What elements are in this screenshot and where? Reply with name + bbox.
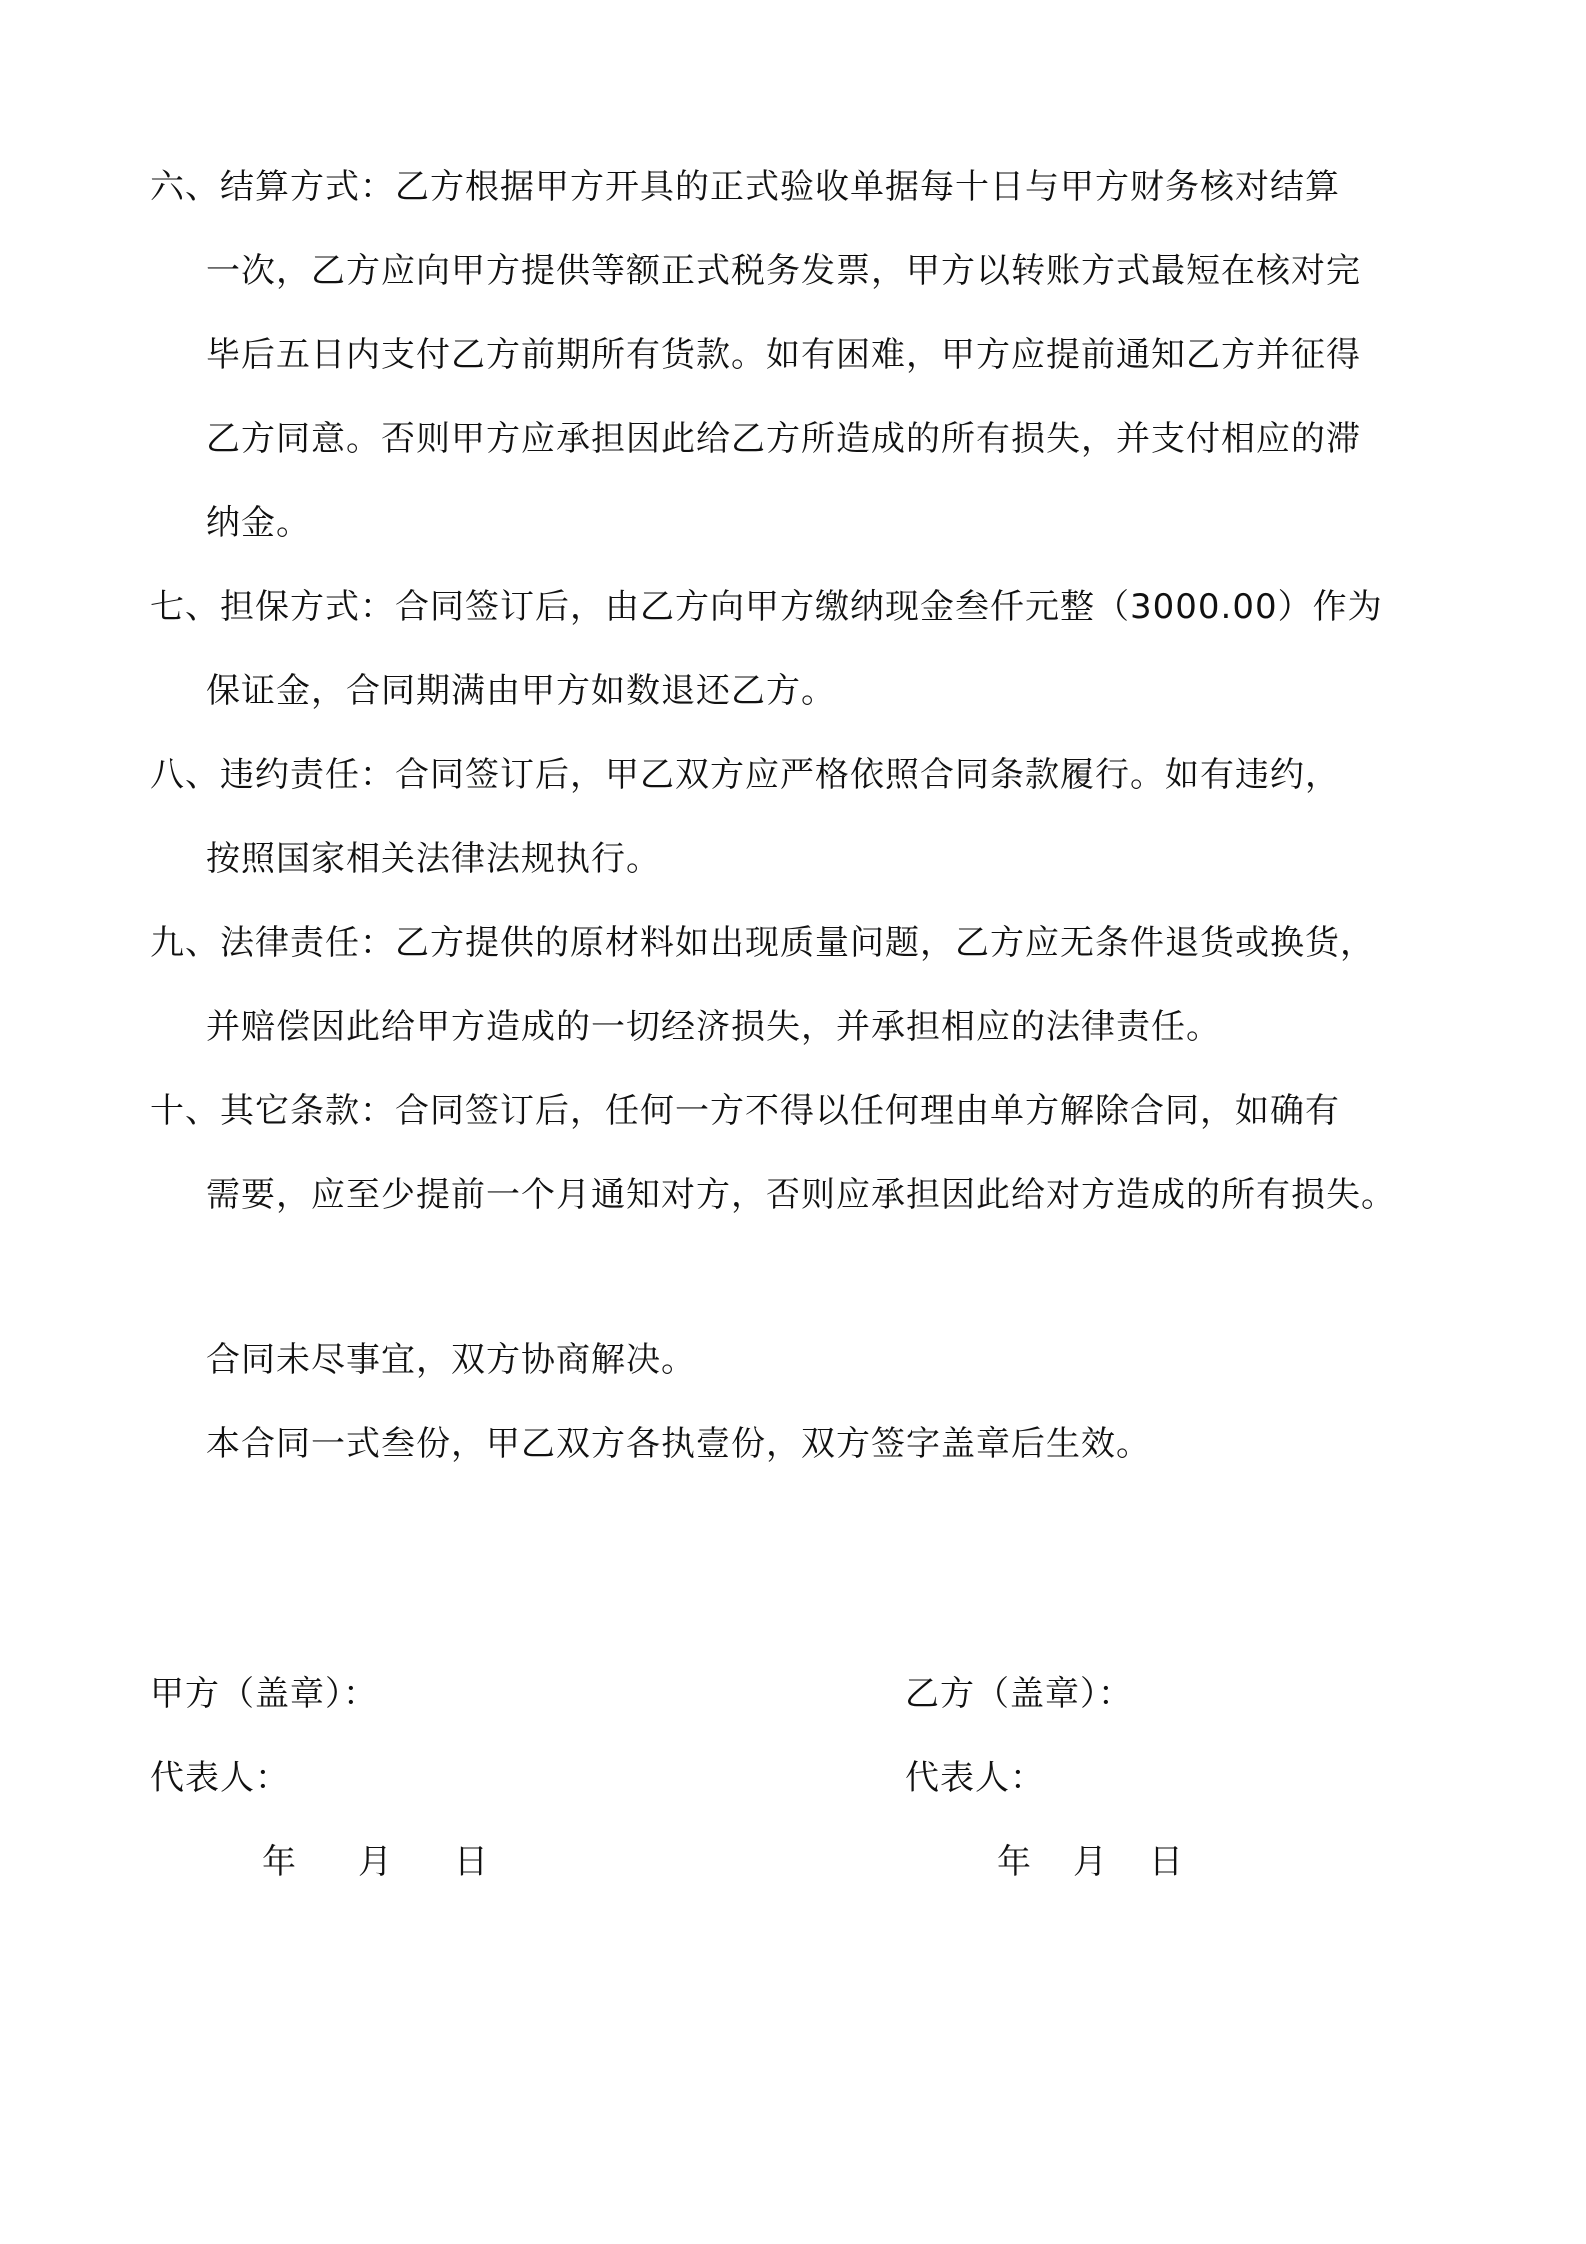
party-b-rep-label: 代表人：: [905, 1758, 1045, 1798]
party-a-year: 年: [262, 1842, 297, 1882]
party-a-seal-label: 甲方（盖章）：: [150, 1674, 378, 1714]
party-b-seal-label: 乙方（盖章）：: [905, 1674, 1133, 1714]
party-a-rep-label: 代表人：: [150, 1758, 290, 1798]
clause-seven: [150, 565, 1450, 733]
clause-eight-line-2: 按照国家相关法律法规执行。: [206, 839, 661, 879]
clause-eight: [150, 733, 1450, 901]
party-b-day: 日: [1149, 1842, 1184, 1882]
closing-line-2: 本合同一式叁份，甲乙双方各执壹份，双方签字盖章后生效。: [206, 1424, 1151, 1464]
clause-six-line-3: 毕后五日内支付乙方前期所有货款。如有困难，甲方应提前通知乙方并征得: [206, 335, 1361, 375]
party-a-day: 日: [454, 1842, 489, 1882]
clause-six-line-4: 乙方同意。否则甲方应承担因此给乙方所造成的所有损失，并支付相应的滞: [206, 419, 1361, 459]
clause-ten-line-2: 需要，应至少提前一个月通知对方，否则应承担因此给对方造成的所有损失。: [206, 1175, 1396, 1215]
clause-eight-line-1: 八、违约责任：合同签订后，甲乙双方应严格依照合同条款履行。如有违约，: [150, 755, 1340, 795]
clause-seven-line-1: 七、担保方式：合同签订后，由乙方向甲方缴纳现金叁仟元整（3000.00）作为: [150, 587, 1383, 627]
party-b-month: 月: [1073, 1842, 1108, 1882]
party-a-month: 月: [358, 1842, 393, 1882]
clause-nine: [150, 901, 1450, 1069]
party-b-date: [905, 1820, 1184, 1904]
clause-ten: [150, 1069, 1450, 1237]
closing-line-1: 合同未尽事宜，双方协商解决。: [206, 1340, 696, 1380]
clause-six-line-2: 一次，乙方应向甲方提供等额正式税务发票，甲方以转账方式最短在核对完: [206, 251, 1361, 291]
clause-six: [150, 145, 1450, 565]
clause-nine-line-2: 并赔偿因此给甲方造成的一切经济损失，并承担相应的法律责任。: [206, 1007, 1221, 1047]
clause-ten-line-1: 十、其它条款：合同签订后，任何一方不得以任何理由单方解除合同，如确有: [150, 1091, 1340, 1131]
signature-party-a: [150, 1652, 489, 1904]
party-a-date: [150, 1820, 489, 1904]
clause-nine-line-1: 九、法律责任：乙方提供的原材料如出现质量问题，乙方应无条件退货或换货，: [150, 923, 1375, 963]
clause-six-line-5: 纳金。: [206, 503, 311, 543]
clause-seven-line-2: 保证金，合同期满由甲方如数退还乙方。: [206, 671, 836, 711]
signature-party-b: [905, 1652, 1184, 1904]
party-b-year: 年: [997, 1842, 1032, 1882]
clause-six-line-1: 六、结算方式：乙方根据甲方开具的正式验收单据每十日与甲方财务核对结算: [150, 167, 1340, 207]
